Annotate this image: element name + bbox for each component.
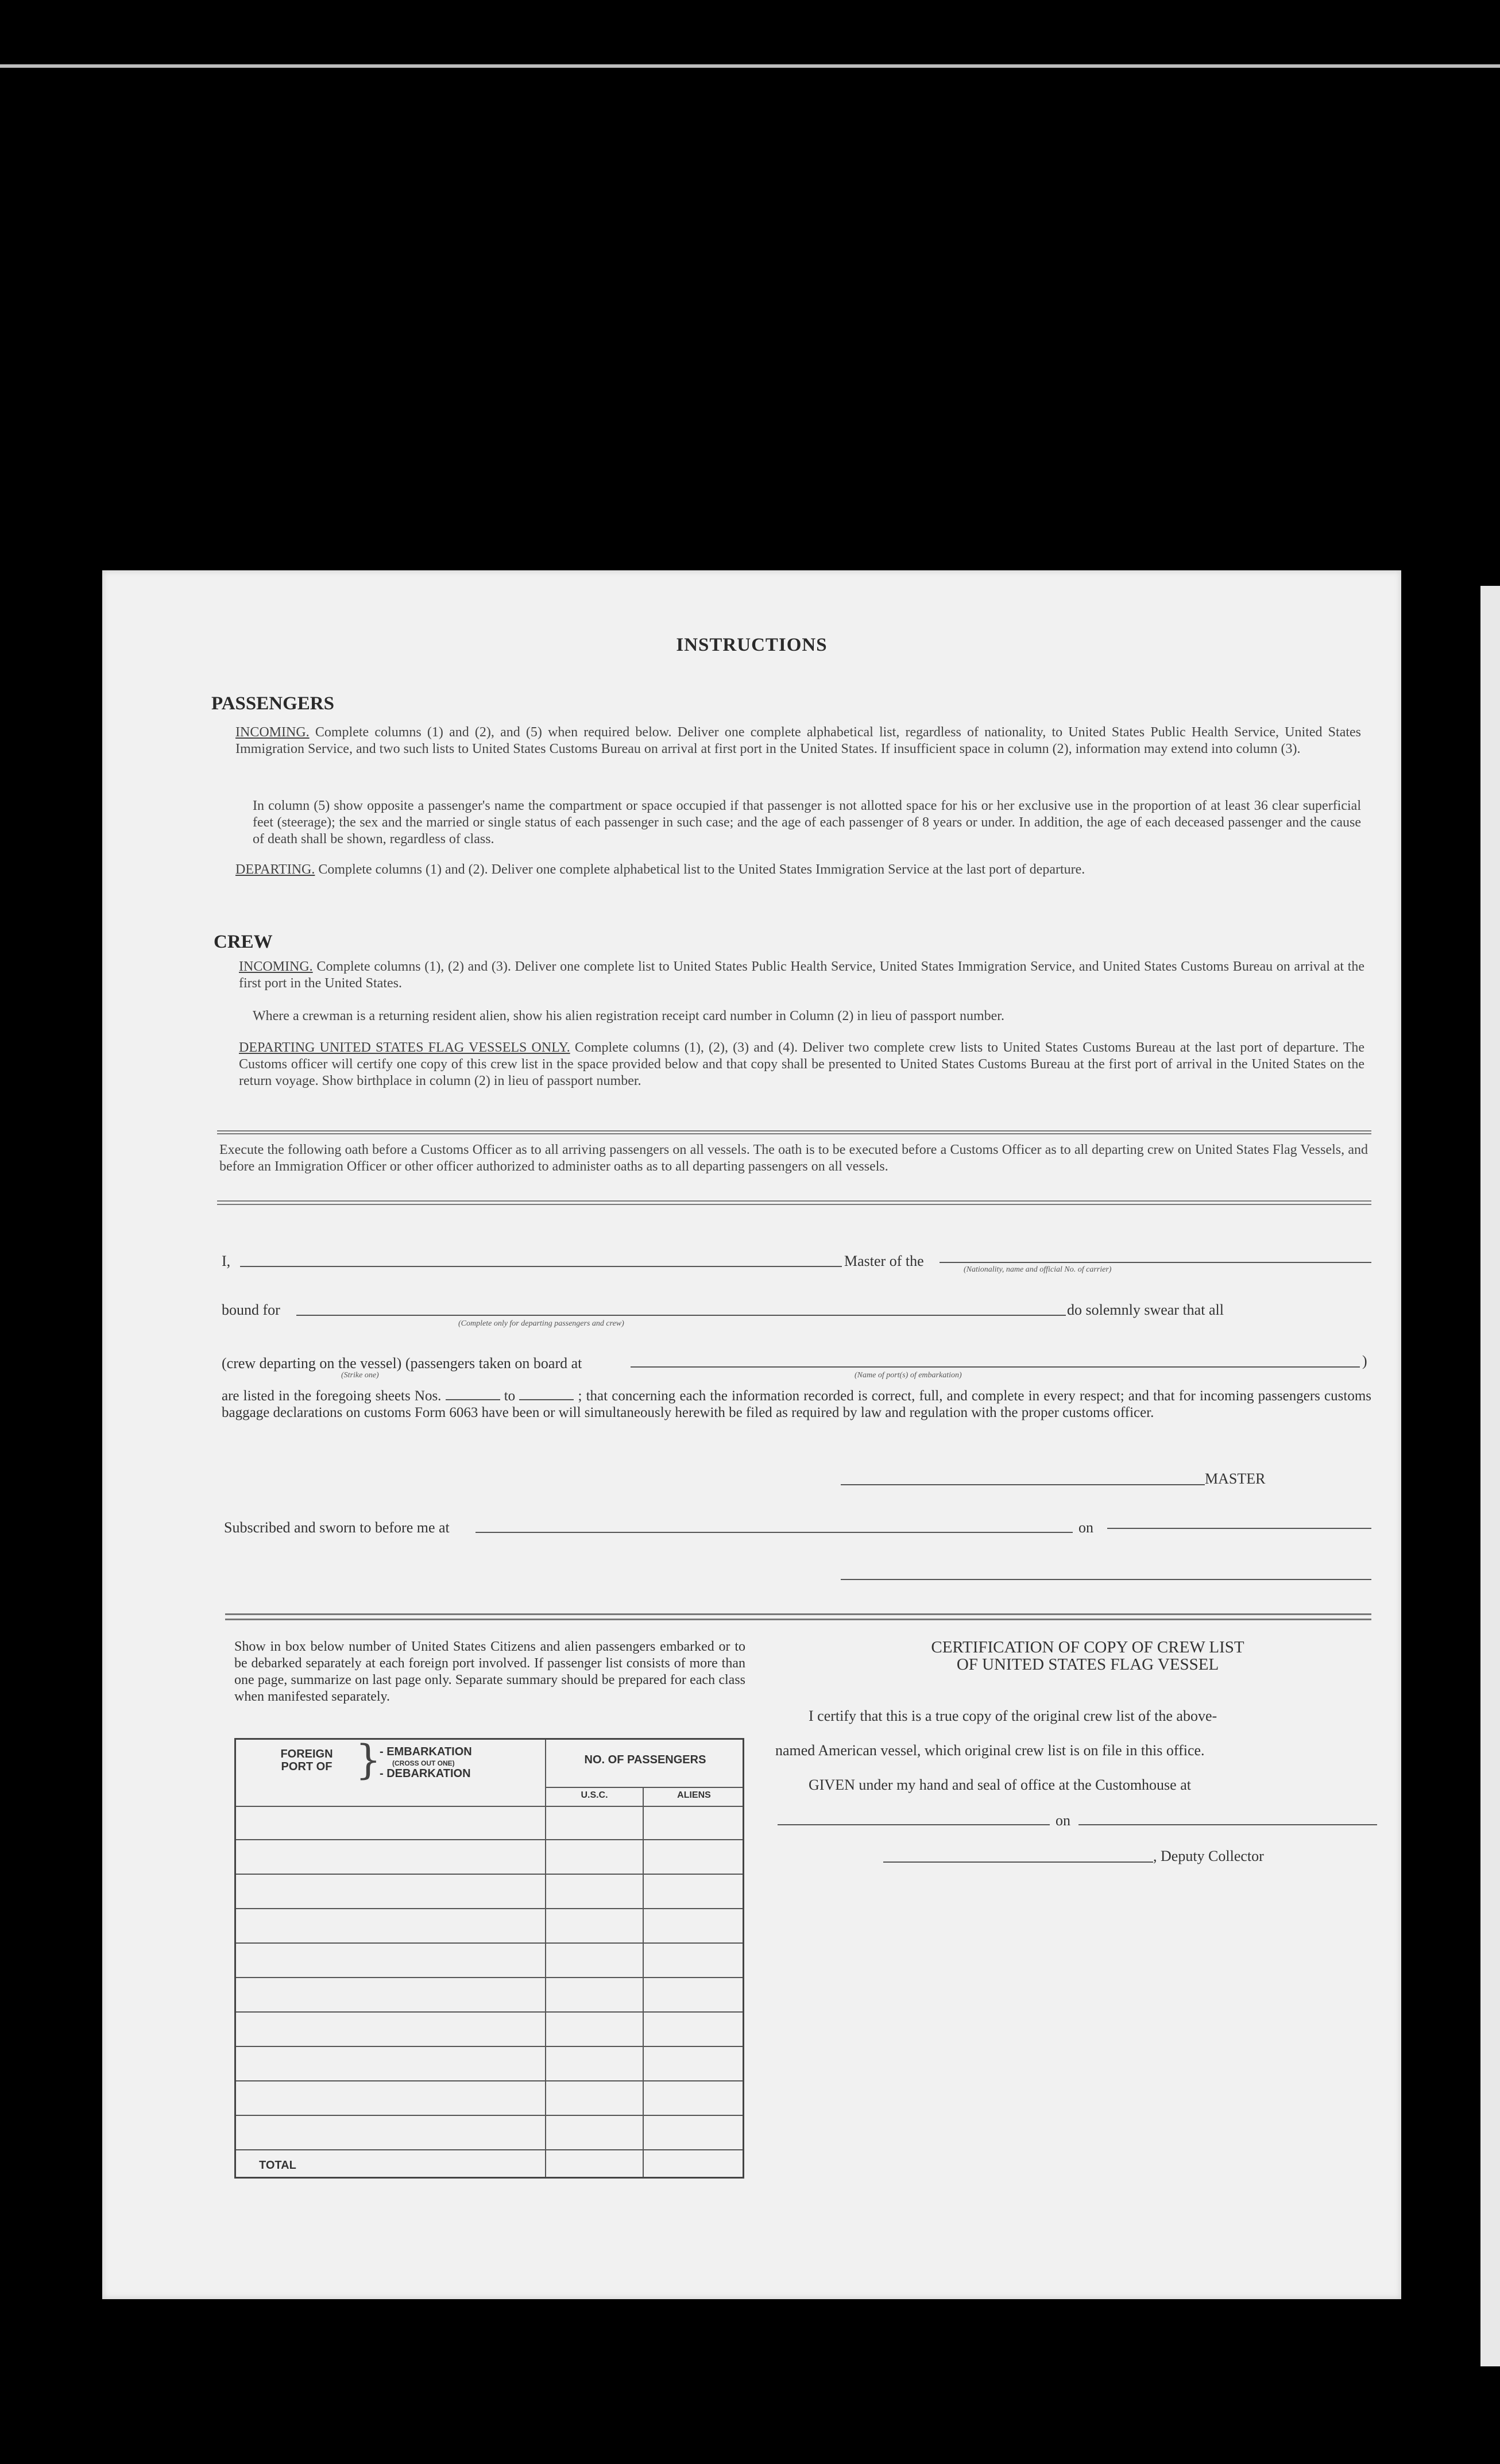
table-row-rule <box>236 2149 743 2150</box>
debarkation-header: - DEBARKATION <box>380 1767 471 1780</box>
aliens-header: ALIENS <box>677 1790 711 1800</box>
departing-label: DEPARTING. <box>235 862 315 877</box>
passengers-incoming-paragraph <box>235 724 1361 758</box>
sworn-on-label: on <box>1078 1519 1093 1536</box>
total-label: TOTAL <box>259 2159 296 2172</box>
master-of-label: Master of the <box>844 1253 924 1269</box>
passenger-summary-table <box>234 1738 744 2179</box>
usc-header: U.S.C. <box>581 1790 608 1800</box>
bound-for-field[interactable] <box>296 1315 1066 1316</box>
divider <box>217 1133 1371 1134</box>
table-row-rule <box>236 1908 743 1909</box>
passengers-departing-paragraph <box>235 862 1361 878</box>
table-row-rule <box>236 1942 743 1944</box>
sheet-from-field[interactable] <box>446 1399 500 1400</box>
departing-text: Complete columns (1) and (2). Deliver one complete alphabetical list to the United States Immigration Service at the last port of departure. <box>318 862 1085 877</box>
page-title: INSTRUCTIONS <box>676 635 828 655</box>
sworn-date-field[interactable] <box>1107 1528 1371 1529</box>
crew-departing-paragraph <box>239 1040 1364 1090</box>
deputy-collector-label: , Deputy Collector <box>1153 1848 1264 1864</box>
table-row-rule <box>236 1839 743 1840</box>
deputy-signature-field[interactable] <box>883 1861 1153 1863</box>
crew-heading: CREW <box>214 932 273 952</box>
embarkation-header: - EMBARKATION <box>380 1745 472 1758</box>
listed-text-a: are listed in the foregoing sheets Nos. <box>222 1388 442 1404</box>
passengers-heading: PASSENGERS <box>211 693 334 714</box>
crew-incoming-text: Complete columns (1), (2) and (3). Deliver one complete list to United States Public Health Service, United States Immigration Service, and United States Customs Bureau on arrival at the first port in the United States. <box>239 959 1365 991</box>
foreign-port-header: FOREIGN PORT OF <box>280 1748 333 1773</box>
oath-i-label: I, <box>222 1253 231 1269</box>
certification-title <box>801 1639 1375 1673</box>
table-row-rule <box>236 2011 743 2013</box>
strike-one-caption: (Strike one) <box>341 1371 379 1380</box>
divider <box>217 1204 1371 1205</box>
given-text: GIVEN under my hand and seal of office at the Customhouse at <box>809 1776 1191 1793</box>
sheet-to-field[interactable] <box>519 1399 574 1400</box>
divider <box>217 1200 1371 1202</box>
crew-passengers-label: (crew departing on the vessel) (passengers taken on board at <box>222 1355 582 1372</box>
customhouse-field[interactable] <box>778 1824 1050 1825</box>
divider <box>217 1130 1371 1131</box>
master-label: MASTER <box>1205 1470 1266 1487</box>
crew-incoming-label: INCOMING. <box>239 959 313 974</box>
listed-text-b: ; that concerning each the information recorded is correct, full, and complete in every respect; and that for incoming passengers customs baggage declarations on customs Form 6063 have been or will simultaneously herewith be filed as required by law and regulation with the proper customs officer. <box>222 1388 1371 1420</box>
header-brace: } <box>355 1736 381 1783</box>
table-column-rule <box>643 1787 644 2177</box>
nationality-caption: (Nationality, name and official No. of carrier) <box>964 1265 1112 1274</box>
divider <box>225 1613 1371 1615</box>
no-of-passengers-header: NO. OF PASSENGERS <box>584 1754 706 1766</box>
table-row-rule <box>236 2080 743 2081</box>
listed-to: to <box>504 1388 516 1404</box>
certify-text-b: named American vessel, which original crew list is on file in this office. <box>775 1742 1205 1759</box>
table-row-rule <box>236 2115 743 2116</box>
bound-for-label: bound for <box>222 1301 280 1318</box>
crew-resident-paragraph: Where a crewman is a returning resident alien, show his alien registration receipt card number in Column (2) in lieu of passport number. <box>253 1009 1004 1024</box>
table-row-rule <box>236 1874 743 1875</box>
film-top-edge <box>0 64 1500 68</box>
officer-signature-field[interactable] <box>841 1579 1371 1580</box>
listed-paragraph <box>222 1388 1371 1421</box>
form-page <box>102 570 1401 2299</box>
table-row-rule <box>236 1806 743 1807</box>
close-paren: ) <box>1362 1353 1367 1369</box>
crew-departing-text: Complete columns (1), (2), (3) and (4). Deliver two complete crew lists to United States Customs Bureau at the last port of departure. The Customs officer will certify one copy of this crew list in the space provided below and that copy shall be presented to United States Customs Bureau at the first port of arrival in the United States on the return voyage. Show birthplace in column (2) in lieu of passport number. <box>239 1040 1365 1088</box>
certification-title-line1: CERTIFICATION OF COPY OF CREW LIST <box>931 1638 1244 1656</box>
embarkation-port-field[interactable] <box>631 1366 1360 1368</box>
passengers-column5-paragraph: In column (5) show opposite a passenger's name the compartment or space occupied if that passenger is not allotted space for his or her exclusive use in the proportion of at least 36 clear superficial feet (steerage); the sex and the married or single status of each passenger in such case; and the age of each passenger of 8 years or under. In addition, the age of each deceased passenger and the cause of death shall be shown, regardless of class. <box>253 798 1361 847</box>
carrier-field[interactable] <box>940 1262 1371 1263</box>
port-caption: (Name of port(s) of embarkation) <box>855 1371 962 1380</box>
sworn-place-field[interactable] <box>475 1532 1073 1533</box>
subscribed-label: Subscribed and sworn to before me at <box>224 1519 450 1536</box>
swear-label: do solemnly swear that all <box>1067 1301 1224 1318</box>
cross-out-note: (CROSS OUT ONE) <box>392 1759 455 1767</box>
oath-instruction: Execute the following oath before a Customs Officer as to all arriving passengers on all vessels. The oath is to be executed before a Customs Officer as to all departing crew on United States Flag Vessels, and before an Immigration Officer or other officer authorized to administer oaths as to all departing passengers on all vessels. <box>219 1142 1368 1174</box>
complete-only-caption: (Complete only for departing passengers and crew) <box>458 1319 624 1328</box>
crew-departing-label: DEPARTING UNITED STATES FLAG VESSELS ONLY. <box>239 1040 570 1055</box>
table-row-rule <box>236 1977 743 1978</box>
cert-on-label: on <box>1056 1812 1070 1829</box>
divider <box>225 1619 1371 1620</box>
adjacent-page-edge <box>1480 586 1500 2366</box>
certification-title-line2: OF UNITED STATES FLAG VESSEL <box>956 1655 1219 1674</box>
table-row-rule <box>545 1787 743 1788</box>
summary-intro: Show in box below number of United States Citizens and alien passengers embarked or to be debarked separately at each foreign port involved. If passenger list consists of more than one page, summarize on last page only. Separate summary should be prepared for each class when manifested separately. <box>234 1639 745 1704</box>
certify-text-a: I certify that this is a true copy of the original crew list of the above- <box>809 1708 1217 1724</box>
cert-date-field[interactable] <box>1078 1824 1377 1825</box>
master-signature-field[interactable] <box>841 1484 1205 1485</box>
incoming-label: INCOMING. <box>235 725 310 740</box>
crew-incoming-paragraph <box>239 959 1364 992</box>
table-row-rule <box>236 2046 743 2047</box>
master-name-field[interactable] <box>240 1266 842 1267</box>
incoming-text: Complete columns (1) and (2), and (5) when required below. Deliver one complete alphabetical list, regardless of nationality, to United States Public Health Service, United States Immigration Service, and two such lists to United States Customs Bureau on arrival at first port in the United States. If insufficient space in column (2), information may extend into column (3). <box>235 725 1362 756</box>
